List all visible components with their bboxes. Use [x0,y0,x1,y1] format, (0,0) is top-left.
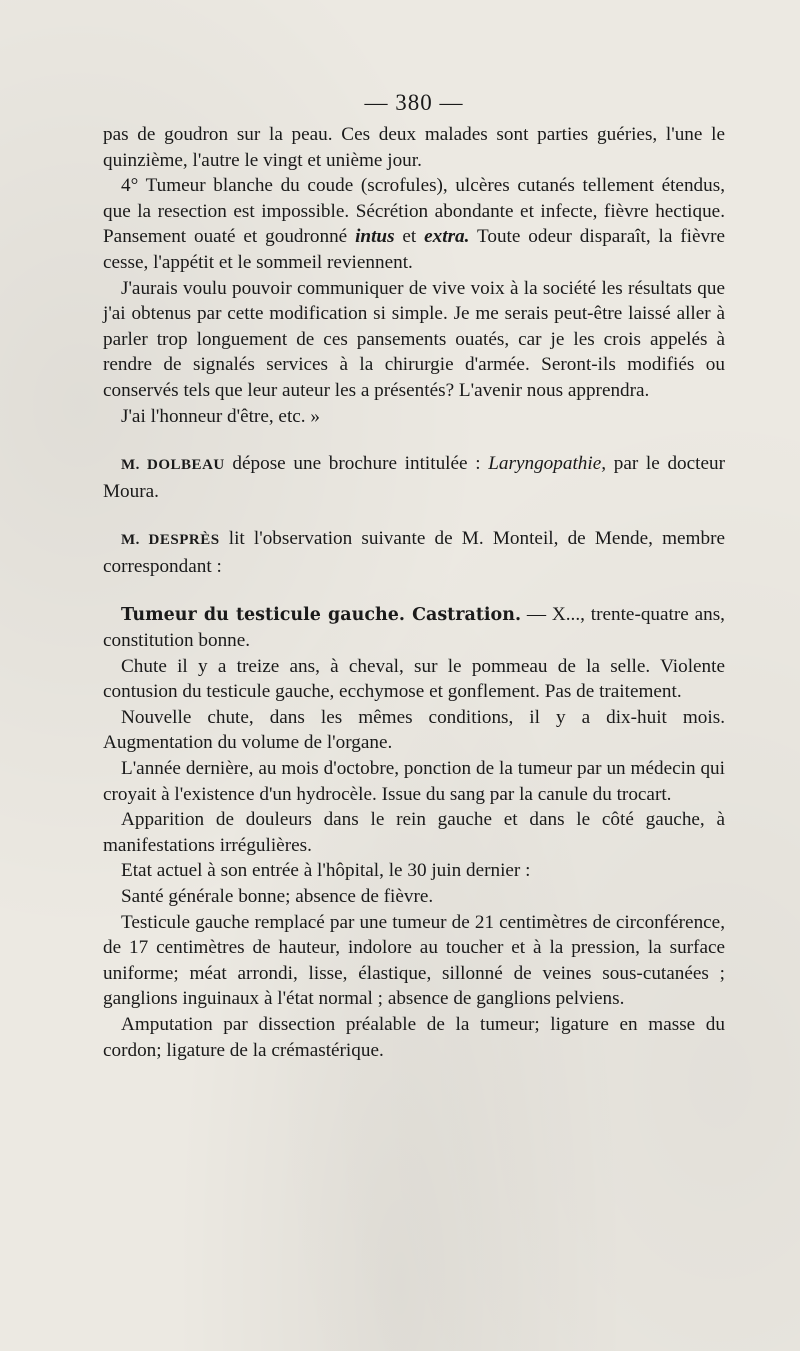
paragraph-text: pas de goudron sur la peau. Ces deux malades sont parties guéries, l'une le quinzième, l'autre le vingt et unième jour. [103,124,725,171]
paragraph-observation-title [103,602,725,654]
paragraph-puncture [103,756,725,807]
paragraph-text: Nouvelle chute, dans les mêmes conditions, il y a dix-huit mois. Augmentation du volume de l'organe. [103,706,725,754]
paragraph-text: par le docteur Moura. [103,453,725,502]
paragraph-general-health [103,884,725,910]
paragraph-text: dépose une brochure intitulée : [224,453,489,475]
document-page [103,88,725,1063]
paragraph-text: lit l'observation suivante de M. Monteil, de Mende, membre correspondant : [103,528,725,577]
paragraph-text: 4° Tumeur blanche du coude (scrofules), ulcères cutanés tellement étendus, que la resection est impossible. Sécrétion abondante et infecte, fièvre hectique. Pansement ouaté et goudronné [103,175,725,248]
paragraph-first-fall [103,654,725,705]
paragraph-text: J'ai l'honneur d'être, etc. » [121,405,320,427]
italic-book-title: Laryngopathie, [488,453,607,475]
speaker-name: M. DOLBEAU [121,457,225,474]
paragraph-dolbeau [103,451,725,504]
paragraph-closing [103,404,725,430]
paragraph-text: et [394,226,425,248]
paragraph-text: Etat actuel à son entrée à l'hôpital, le 30 juin dernier : [121,860,531,882]
paragraph-despres [103,526,725,579]
paragraph-continuation [103,122,725,173]
speaker-name: M. DESPRÈS [121,532,220,549]
page-number: — 380 — [364,90,464,115]
paragraph-text: Santé générale bonne; absence de fièvre. [121,886,434,908]
italic-term-intus: intus [355,226,395,248]
paragraph-text: Amputation par dissection préalable de la tumeur; ligature en masse du cordon; ligature de la crémastérique. [103,1014,725,1061]
paragraph-text: J'aurais voulu pouvoir communiquer de vive voix à la société les résultats que j'ai obtenus par cette modification si simple. Je me serais peut-être laissé aller à parler trop longuement de ces pansements ouatés, car je les crois appelés à rendre de signalés services à la chirurgie d'armée. Seront-ils modifiés ou conservés tels que leur auteur les a présentés? L'avenir nous apprendra. [103,277,725,401]
italic-term-extra: extra. [424,226,470,248]
paragraph-text: Toute odeur disparaît, la fièvre cesse, l'appétit et le sommeil reviennent. [103,226,725,273]
paragraph-case-4 [103,173,725,275]
observation-title: Tumeur du testicule gauche. Castration. [121,604,522,625]
paragraph-text: Apparition de douleurs dans le rein gauche et dans le côté gauche, à manifestations irrégulières. [103,809,725,856]
paragraph-text: — X..., trente-quatre ans, constitution bonne. [103,603,725,652]
paragraph-text: Testicule gauche remplacé par une tumeur de 21 centimètres de circonférence, de 17 centimètres de hauteur, indolore au toucher et à la pression, la surface uniforme; méat arrondi, lisse, élastique, sillonné de veines sous-cutanées ; ganglions inguinaux à l'état normal ; absence de ganglions pelviens. [103,911,725,1010]
paragraph-pain [103,807,725,858]
paragraph-text: Chute il y a treize ans, à cheval, sur le pommeau de la selle. Violente contusion du testicule gauche, ecchymose et gonflement. Pas de traitement. [103,655,725,703]
paragraph-text: L'année dernière, au mois d'octobre, ponction de la tumeur par un médecin qui croyait à l'existence d'un hydrocèle. Issue du sang par la canule du trocart. [103,758,725,805]
paragraph-current-state [103,858,725,884]
paragraph-amputation [103,1012,725,1063]
paragraph-second-fall [103,705,725,756]
paragraph-tumor-description [103,910,725,1012]
paragraph-communication [103,276,725,404]
